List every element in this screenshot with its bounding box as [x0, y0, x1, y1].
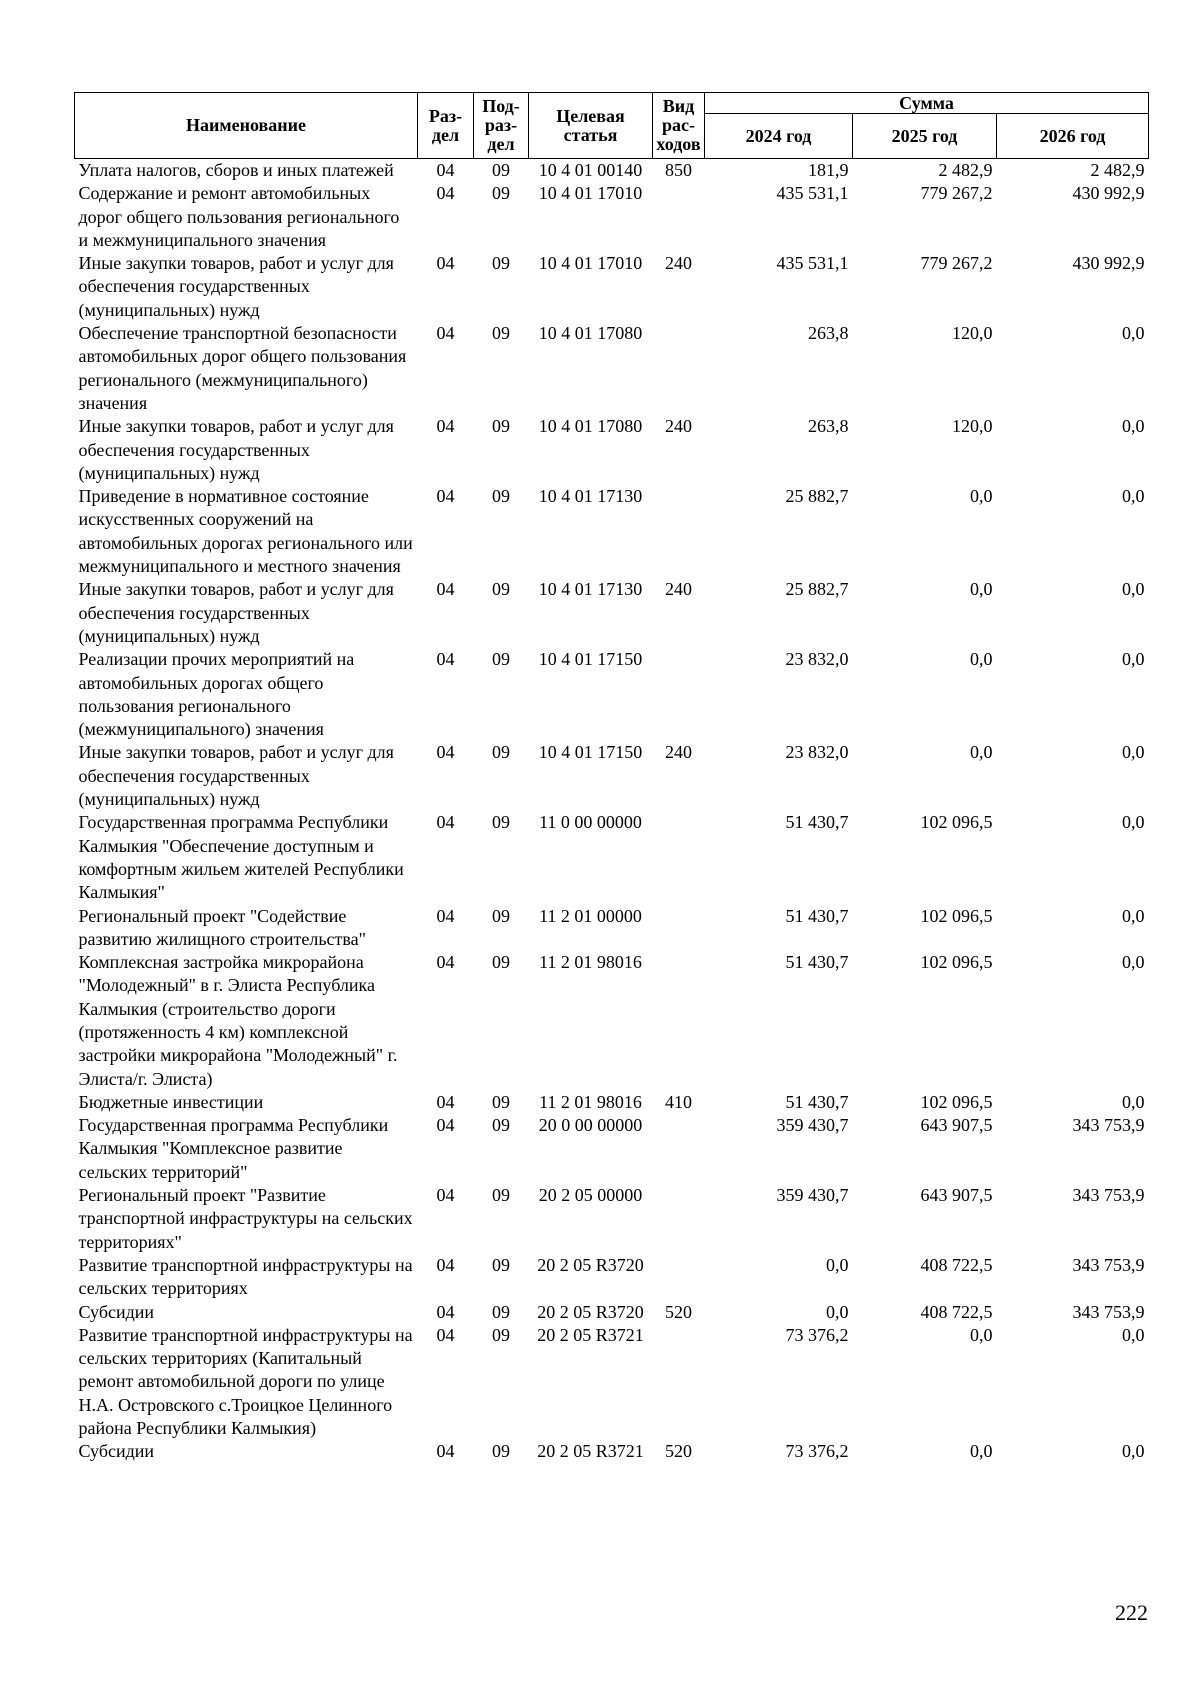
cell-2025: 102 096,5 [920, 812, 993, 833]
table-row [75, 182, 1149, 252]
cell-name: Иные закупки товаров, работ и услуг для обеспечения государственных (муниципальных) нужд [78, 253, 394, 320]
cell-vid: 240 [665, 579, 692, 600]
cell-statya: 11 2 01 00000 [539, 905, 642, 926]
cell-2026: 0,0 [1122, 905, 1145, 926]
cell-podrazdel: 09 [492, 486, 510, 507]
table-row [75, 322, 1149, 415]
cell-2025: 408 722,5 [920, 1254, 993, 1275]
cell-podrazdel: 09 [492, 649, 510, 670]
cell-podrazdel: 09 [492, 952, 510, 973]
cell-razdel: 04 [436, 416, 455, 437]
cell-2025: 102 096,5 [920, 952, 993, 973]
cell-name: Иные закупки товаров, работ и услуг для обеспечения государственных (муниципальных) нужд [78, 416, 394, 483]
cell-name: Государственная программа Республики Калмыкия "Обеспечение доступным и комфортным жильем жителей Республики Калмыкия" [78, 812, 404, 903]
cell-statya: 20 2 05 R3720 [537, 1301, 644, 1322]
cell-2024: 435 531,1 [776, 183, 849, 204]
cell-vid: 240 [665, 416, 692, 437]
cell-vid [653, 811, 705, 904]
table-row [75, 415, 1149, 485]
cell-podrazdel: 09 [492, 812, 510, 833]
cell-podrazdel: 09 [492, 323, 510, 344]
header-year-2025: 2025 год [853, 114, 997, 159]
cell-statya: 10 4 01 17080 [538, 416, 643, 437]
cell-2024: 263,8 [808, 323, 849, 344]
page-number: 222 [1115, 1600, 1148, 1625]
cell-2026: 343 753,9 [1072, 1301, 1145, 1322]
cell-2026: 0,0 [1122, 649, 1145, 670]
cell-vid [653, 322, 705, 415]
cell-vid [653, 1324, 705, 1440]
cell-podrazdel: 09 [492, 1301, 510, 1322]
cell-2025: 102 096,5 [920, 1091, 993, 1112]
cell-2026: 2 482,9 [1090, 160, 1145, 180]
cell-2024: 0,0 [826, 1301, 849, 1322]
cell-vid: 410 [665, 1091, 692, 1112]
cell-name: Реализации прочих мероприятий на автомобильных дорогах общего пользования регионального (межмуниципального) значения [78, 649, 355, 740]
table-row [75, 1114, 1149, 1184]
cell-name: Региональный проект "Развитие транспортной инфраструктуры на сельских территориях" [78, 1185, 413, 1252]
cell-podrazdel: 09 [492, 183, 510, 204]
cell-podrazdel: 09 [492, 416, 510, 437]
table-row [75, 159, 1149, 183]
cell-statya: 11 0 00 00000 [539, 812, 642, 833]
cell-2024: 51 430,7 [785, 812, 849, 833]
cell-podrazdel: 09 [492, 1115, 510, 1136]
cell-2024: 25 882,7 [785, 486, 849, 507]
cell-2026: 0,0 [1122, 416, 1145, 437]
cell-razdel: 04 [436, 1091, 455, 1112]
header-year-2024: 2024 год [705, 114, 853, 159]
cell-razdel: 04 [436, 1115, 455, 1136]
cell-name: Государственная программа Республики Калмыкия "Комплексное развитие сельских территорий" [78, 1115, 389, 1182]
cell-podrazdel: 09 [492, 742, 510, 763]
cell-podrazdel: 09 [492, 160, 510, 180]
cell-razdel: 04 [436, 1441, 455, 1462]
cell-razdel: 04 [436, 649, 455, 670]
cell-razdel: 04 [436, 742, 455, 763]
cell-vid: 240 [665, 742, 692, 763]
cell-podrazdel: 09 [492, 253, 510, 274]
cell-podrazdel: 09 [492, 905, 510, 926]
cell-razdel: 04 [436, 812, 455, 833]
table-row [75, 1324, 1149, 1440]
cell-vid [653, 648, 705, 741]
cell-2026: 430 992,9 [1072, 183, 1145, 204]
cell-vid [653, 1254, 705, 1301]
cell-2025: 102 096,5 [920, 905, 993, 926]
cell-2025: 408 722,5 [920, 1301, 993, 1322]
cell-vid: 850 [665, 160, 692, 180]
cell-2024: 51 430,7 [785, 952, 849, 973]
cell-podrazdel: 09 [492, 1091, 510, 1112]
cell-statya: 20 0 00 00000 [538, 1115, 643, 1136]
cell-statya: 10 4 01 17130 [538, 486, 643, 507]
table-row [75, 905, 1149, 952]
cell-razdel: 04 [436, 579, 455, 600]
cell-statya: 20 2 05 00000 [538, 1185, 643, 1206]
cell-vid: 520 [665, 1301, 692, 1322]
cell-2025: 0,0 [970, 1324, 993, 1345]
cell-podrazdel: 09 [492, 579, 510, 600]
table-row [75, 1440, 1149, 1463]
cell-razdel: 04 [436, 1254, 455, 1275]
cell-2024: 0,0 [826, 1254, 849, 1275]
cell-2024: 359 430,7 [776, 1185, 849, 1206]
table-row [75, 648, 1149, 741]
cell-2024: 51 430,7 [785, 905, 849, 926]
cell-2024: 73 376,2 [785, 1324, 849, 1345]
cell-2026: 0,0 [1122, 1091, 1145, 1112]
cell-statya: 10 4 01 17150 [538, 649, 643, 670]
cell-2024: 25 882,7 [785, 579, 849, 600]
header-summa: Сумма [705, 93, 1149, 114]
cell-2024: 435 531,1 [776, 253, 849, 274]
cell-name: Иные закупки товаров, работ и услуг для обеспечения государственных (муниципальных) нужд [78, 579, 394, 646]
cell-2026: 0,0 [1122, 812, 1145, 833]
cell-2024: 23 832,0 [785, 649, 849, 670]
header-vid [653, 93, 705, 159]
table-body [75, 159, 1149, 1464]
cell-2025: 120,0 [952, 323, 993, 344]
cell-razdel: 04 [436, 905, 455, 926]
cell-2026: 343 753,9 [1072, 1254, 1145, 1275]
cell-name: Содержание и ремонт автомобильных дорог общего пользования регионального и межмуниципального значения [78, 183, 400, 250]
cell-vid [653, 951, 705, 1091]
table-header [75, 93, 1149, 159]
cell-2024: 263,8 [808, 416, 849, 437]
table-row [75, 1184, 1149, 1254]
table-row [75, 1091, 1149, 1114]
cell-podrazdel: 09 [492, 1185, 510, 1206]
cell-2026: 0,0 [1122, 579, 1145, 600]
header-podrazdel [474, 93, 529, 159]
cell-statya: 10 4 01 17150 [538, 742, 643, 763]
cell-statya: 20 2 05 R3721 [537, 1324, 644, 1345]
table-row [75, 811, 1149, 904]
cell-2024: 51 430,7 [785, 1091, 849, 1112]
cell-vid [653, 1184, 705, 1254]
cell-2024: 73 376,2 [785, 1441, 849, 1462]
budget-table [74, 92, 1149, 1464]
cell-2025: 2 482,9 [938, 160, 993, 180]
cell-name: Развитие транспортной инфраструктуры на сельских территориях (Капитальный ремонт автомобильной дороги по улице Н.А. Островского с.Троицкое Целинного района Республики Калмыкия) [78, 1324, 413, 1439]
cell-2025: 779 267,2 [920, 183, 993, 204]
cell-razdel: 04 [436, 1185, 455, 1206]
table-row [75, 951, 1149, 1091]
header-podrazdel-text: Под- раз- дел [482, 96, 520, 154]
cell-podrazdel: 09 [492, 1441, 510, 1462]
cell-name: Региональный проект "Содействие развитию жилищного строительства" [78, 905, 366, 949]
table-row [75, 1301, 1149, 1324]
header-year-2026: 2026 год [997, 114, 1149, 159]
cell-name: Иные закупки товаров, работ и услуг для обеспечения государственных (муниципальных) нужд [78, 742, 394, 810]
cell-vid [653, 485, 705, 578]
cell-razdel: 04 [436, 952, 455, 973]
cell-vid: 520 [665, 1441, 692, 1462]
cell-razdel: 04 [436, 253, 455, 274]
cell-2024: 359 430,7 [776, 1115, 849, 1136]
cell-2025: 779 267,2 [920, 253, 993, 274]
cell-razdel: 04 [436, 486, 455, 507]
cell-statya: 10 4 01 17130 [538, 579, 643, 600]
cell-2025: 120,0 [952, 416, 993, 437]
table-row [75, 1254, 1149, 1301]
cell-razdel: 04 [436, 1301, 455, 1322]
cell-2025: 643 907,5 [920, 1185, 993, 1206]
cell-podrazdel: 09 [492, 1254, 510, 1275]
cell-2025: 0,0 [970, 579, 993, 600]
cell-2026: 0,0 [1122, 742, 1145, 763]
cell-razdel: 04 [436, 323, 455, 344]
cell-2024: 181,9 [808, 160, 849, 180]
cell-statya: 10 4 01 00140 [538, 160, 643, 180]
cell-2025: 0,0 [970, 1441, 993, 1462]
cell-podrazdel: 09 [492, 1324, 510, 1345]
cell-2026: 0,0 [1122, 952, 1145, 973]
cell-statya: 20 2 05 R3721 [537, 1441, 644, 1462]
cell-vid: 240 [665, 253, 692, 274]
cell-razdel: 04 [436, 183, 455, 204]
table-row [75, 252, 1149, 322]
cell-statya: 10 4 01 17080 [538, 323, 643, 344]
header-vid-text: Вид рас- ходов [656, 96, 701, 154]
cell-vid [653, 1114, 705, 1184]
header-statya [529, 93, 653, 159]
cell-2025: 0,0 [970, 742, 993, 763]
cell-name: Субсидии [78, 1441, 155, 1462]
header-name: Наименование [75, 93, 418, 159]
cell-2026: 0,0 [1122, 1324, 1145, 1345]
cell-2025: 643 907,5 [920, 1115, 993, 1136]
cell-statya: 10 4 01 17010 [538, 183, 643, 204]
cell-name: Обеспечение транспортной безопасности автомобильных дорог общего пользования регионального (межмуниципального) значения [78, 323, 407, 413]
cell-name: Комплексная застройка микрорайона "Молодежный" в г. Элиста Республика Калмыкия (строительство дороги (протяженность 4 км) комплексной застройки микрорайона "Молодежный" г. Элиста/г. Элиста) [78, 952, 398, 1089]
cell-razdel: 04 [436, 1324, 455, 1345]
cell-2026: 343 753,9 [1072, 1115, 1145, 1136]
cell-vid [653, 182, 705, 252]
cell-2025: 0,0 [970, 486, 993, 507]
cell-statya: 10 4 01 17010 [538, 253, 643, 274]
cell-2026: 0,0 [1122, 323, 1145, 344]
table-row [75, 578, 1149, 648]
cell-statya: 11 2 01 98016 [539, 1091, 642, 1112]
cell-2026: 0,0 [1122, 486, 1145, 507]
header-razdel-text: Раз- дел [428, 105, 463, 145]
cell-2026: 0,0 [1122, 1441, 1145, 1462]
header-razdel [418, 93, 474, 159]
cell-razdel: 04 [436, 160, 455, 180]
cell-name: Субсидии [78, 1301, 155, 1322]
cell-statya: 20 2 05 R3720 [537, 1254, 644, 1275]
cell-vid [653, 905, 705, 952]
cell-name: Приведение в нормативное состояние искусственных сооружений на автомобильных дорогах регионального или межмуниципального и местного значения [78, 486, 413, 577]
cell-name: Бюджетные инвестиции [78, 1091, 264, 1112]
cell-statya: 11 2 01 98016 [539, 952, 642, 973]
header-statya-text: Целевая статья [556, 105, 625, 145]
cell-2026: 430 992,9 [1072, 253, 1145, 274]
cell-2025: 0,0 [970, 649, 993, 670]
cell-name: Развитие транспортной инфраструктуры на сельских территориях [78, 1254, 413, 1299]
cell-name: Уплата налогов, сборов и иных платежей [78, 160, 394, 180]
cell-2026: 343 753,9 [1072, 1185, 1145, 1206]
table-row [75, 485, 1149, 578]
cell-2024: 23 832,0 [785, 742, 849, 763]
table-row [75, 741, 1149, 811]
